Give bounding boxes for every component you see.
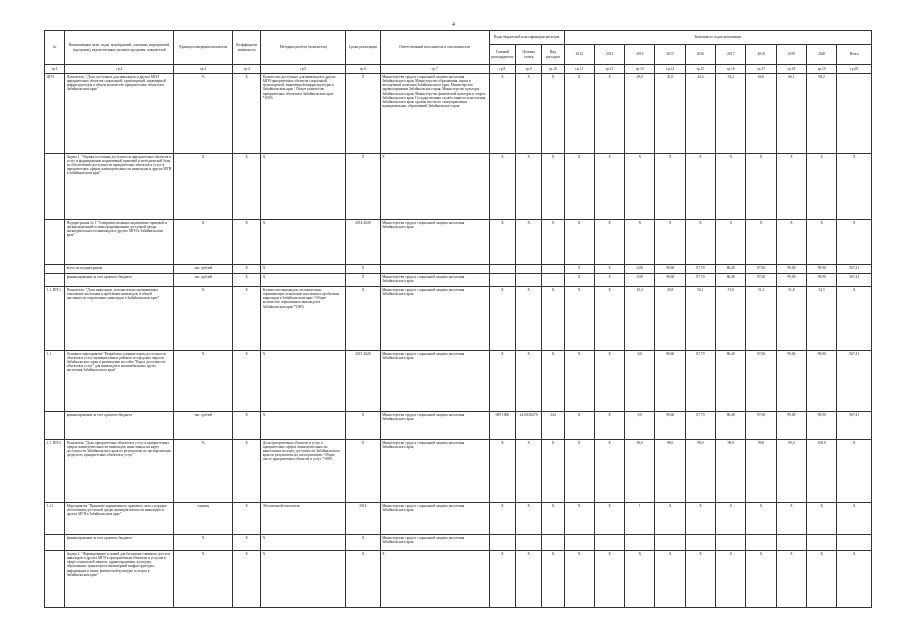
row-total-value: 567,41: [837, 274, 872, 287]
row-year-value: [685, 535, 715, 551]
row-year-value: 44,4: [685, 74, 715, 154]
row-responsible: Министерство труда и социальной защиты населения Забайкальского края: [380, 412, 489, 439]
row-year-value: 50,1: [685, 287, 715, 351]
row-year-value: 97,00: [746, 265, 776, 274]
row-year-value: 98,90: [807, 274, 837, 287]
row-year-value: Х: [594, 503, 624, 535]
row-year-value: Х: [716, 551, 746, 608]
row-year-value: Х: [655, 153, 685, 219]
row-year-value: Х: [594, 274, 624, 287]
row-year-value: Х: [746, 551, 776, 608]
row-year-value: Х: [564, 439, 594, 503]
column-index: гр.14: [655, 65, 685, 74]
program-indicators-table: [44, 30, 872, 608]
row-unit: Х: [174, 219, 233, 265]
column-index: гр.3: [174, 65, 233, 74]
row-period: 2015-2020: [346, 350, 380, 411]
row-year-value: 87,70: [685, 350, 715, 411]
row-year-value: 52,5: [807, 287, 837, 351]
row-coefficient: Х: [233, 74, 261, 154]
row-method: Х: [261, 219, 346, 265]
row-year-value: 41,0: [655, 74, 685, 154]
row-period: Х: [346, 153, 380, 219]
row-unit: %: [174, 439, 233, 503]
row-year-value: 87,70: [685, 412, 715, 439]
column-index: гр.1: [45, 65, 65, 74]
row-year-value: Х: [594, 287, 624, 351]
row-year-value: Х: [594, 350, 624, 411]
table-row: [45, 412, 872, 439]
row-year-value: 0,0: [625, 350, 655, 411]
row-budget-main: [489, 535, 515, 551]
row-year-value: 87,70: [685, 274, 715, 287]
row-name: Показатель: "Доля доступных для инвалидов и других МГН приоритетных объектов социальной, транспортной, инженерной инфраструктуры в общем количестве приоритетных объектов в Забайкальском крае": [65, 74, 174, 154]
row-year-value: Х: [625, 153, 655, 219]
row-year-value: 99,0: [776, 439, 806, 503]
row-name: финансирование за счет краевого бюджета: [65, 535, 174, 551]
row-year-value: 98,90: [807, 350, 837, 411]
row-responsible: Министерство труда и социальной защиты населения Забайкальского края: [380, 535, 489, 551]
row-budget-kind: Х: [542, 551, 564, 608]
row-year-value: 86,40: [716, 350, 746, 411]
row-year-value: Х: [807, 551, 837, 608]
row-budget-target: Х: [516, 153, 542, 219]
row-total-value: [837, 535, 872, 551]
row-budget-main: [489, 265, 515, 274]
row-budget-kind: Х: [542, 287, 564, 351]
row-year-value: Х: [685, 503, 715, 535]
row-budget-target: Х: [516, 551, 542, 608]
row-name: всего по подпрограмме: [65, 265, 174, 274]
row-number: [45, 551, 65, 608]
row-year-value: 51,8: [776, 287, 806, 351]
table-row: [45, 153, 872, 219]
row-number: ЦП-1: [45, 74, 65, 154]
row-year-value: Х: [564, 503, 594, 535]
row-budget-main: Х: [489, 153, 515, 219]
column-index: гр.10: [542, 65, 564, 74]
row-period: Х: [346, 265, 380, 274]
row-coefficient: Х: [233, 287, 261, 351]
row-budget-main: Х: [489, 287, 515, 351]
row-year-value: [594, 535, 624, 551]
row-unit: %: [174, 287, 233, 351]
row-year-value: Х: [776, 153, 806, 219]
row-number: 1.1: [45, 350, 65, 411]
row-number: 1.1. ПП-2: [45, 439, 65, 503]
row-budget-target: Х: [516, 503, 542, 535]
row-responsible: Х: [380, 551, 489, 608]
row-budget-target: 2410100270: [516, 412, 542, 439]
row-year-value: 98,90: [807, 265, 837, 274]
table-row: [45, 439, 872, 503]
row-responsible: Министерство труда и социальной защиты населения Забайкальского края: [380, 350, 489, 411]
page-number: 4: [452, 22, 455, 28]
row-unit: Х: [174, 551, 233, 608]
table-row: [45, 274, 872, 287]
row-year-value: Х: [685, 153, 715, 219]
row-number: [45, 412, 65, 439]
row-year-value: 98,0: [716, 439, 746, 503]
header-year: 2017: [716, 45, 746, 65]
row-year-value: 99,00: [776, 265, 806, 274]
row-year-value: Х: [594, 219, 624, 265]
row-year-value: Х: [625, 219, 655, 265]
row-unit: тыс. рублей: [174, 412, 233, 439]
row-year-value: [564, 535, 594, 551]
row-coefficient: Х: [233, 551, 261, 608]
row-year-value: 98,60: [655, 412, 685, 439]
row-year-value: Х: [807, 219, 837, 265]
row-unit: Х: [174, 350, 233, 411]
row-year-value: Х: [564, 287, 594, 351]
row-name: Показатель: "Доля инвалидов, положительно оценивающих отношение населения к проблемам инвалидов, в общей численности опрошенных инвалидов в Забайкальском крае": [65, 287, 174, 351]
row-year-value: Х: [807, 153, 837, 219]
row-total-value: Х: [837, 287, 872, 351]
row-year-value: Х: [594, 74, 624, 154]
row-year-value: 45,3: [625, 287, 655, 351]
row-year-value: 97,00: [746, 412, 776, 439]
column-index: гр.11: [564, 65, 594, 74]
row-year-value: Х: [746, 219, 776, 265]
row-budget-main: Х: [489, 551, 515, 608]
row-budget-main: Х: [489, 503, 515, 535]
header-responsible: Ответственный исполнитель и соисполнители: [380, 31, 489, 65]
row-year-value: [807, 535, 837, 551]
column-index: гр.13: [625, 65, 655, 74]
row-budget-kind: 244: [542, 412, 564, 439]
header-name: Наименование цели, задач, мероприятий, основных мероприятий, (программ), ведомственных целевых программ, показателей: [65, 31, 174, 65]
row-year-value: 54,2: [716, 74, 746, 154]
row-year-value: Х: [564, 551, 594, 608]
column-index: гр.4: [233, 65, 261, 74]
row-budget-target: Х: [516, 219, 542, 265]
table-row: [45, 503, 872, 535]
row-year-value: Х: [564, 350, 594, 411]
column-index: гр.5: [261, 65, 346, 74]
header-year: 2019: [776, 45, 806, 65]
row-period: Х: [346, 412, 380, 439]
row-unit: тыс. рублей: [174, 274, 233, 287]
row-budget-target: [516, 274, 542, 287]
row-year-value: 64,0: [746, 74, 776, 154]
row-period: Х: [346, 535, 380, 551]
column-index: гр.19: [807, 65, 837, 74]
row-budget-target: [516, 535, 542, 551]
row-budget-kind: Х: [542, 503, 564, 535]
header-year: 2016: [685, 45, 715, 65]
row-year-value: 0,00: [625, 274, 655, 287]
row-budget-main: Х: [489, 439, 515, 503]
row-budget-kind: Х: [542, 439, 564, 503]
row-name: финансирование за счет краевого бюджета: [65, 274, 174, 287]
row-number: 1.1.1: [45, 503, 65, 535]
table-row: [45, 535, 872, 551]
row-method: Доля приоритетных объектов и услуг в приоритетных сферах жизнедеятельности, нанесенных на карту доступности Забайкальского края по результатам их паспортизации / Общее число приоритетных объектов и услуг *100%: [261, 439, 346, 503]
row-year-value: Х: [746, 503, 776, 535]
row-year-value: Х: [625, 551, 655, 608]
row-number: 1.1. ПП-1: [45, 287, 65, 351]
row-year-value: 98,90: [807, 412, 837, 439]
row-year-value: 98,0: [685, 439, 715, 503]
row-budget-main: Х: [489, 74, 515, 154]
row-year-value: 97,00: [746, 274, 776, 287]
row-budget-main: 009 1006: [489, 412, 515, 439]
row-budget-kind: Х: [542, 74, 564, 154]
row-year-value: 100,0: [807, 439, 837, 503]
row-method: Х: [261, 153, 346, 219]
row-unit: %: [174, 74, 233, 154]
header-budget-kind: Вид расходов: [542, 45, 564, 65]
row-coefficient: Х: [233, 274, 261, 287]
row-method: Х: [261, 551, 346, 608]
row-year-value: 0,0: [625, 412, 655, 439]
header-budget-main: Главный распорядитель: [489, 45, 515, 65]
row-period: Х: [346, 274, 380, 287]
header-year: 2014: [625, 45, 655, 65]
row-year-value: [746, 535, 776, 551]
row-total-value: 567,41: [837, 265, 872, 274]
row-year-value: 98,0: [655, 439, 685, 503]
row-coefficient: Х: [233, 265, 261, 274]
row-period: Х: [346, 439, 380, 503]
row-total-value: Х: [837, 219, 872, 265]
row-responsible: Министерство труда и социальной защиты населения Забайкальского края: [380, 439, 489, 503]
row-coefficient: Х: [233, 439, 261, 503]
row-unit: Х: [174, 535, 233, 551]
row-year-value: Х: [564, 153, 594, 219]
row-year-value: 99,00: [776, 412, 806, 439]
column-index: гр.2: [65, 65, 174, 74]
row-budget-main: Х: [489, 219, 515, 265]
row-number: [45, 265, 65, 274]
table-row: [45, 551, 872, 608]
row-responsible: Министерство труда и социальной защиты населения Забайкальского края: [380, 219, 489, 265]
row-budget-target: Х: [516, 74, 542, 154]
row-year-value: 1: [625, 503, 655, 535]
row-year-value: 98,60: [655, 265, 685, 274]
row-year-value: [625, 535, 655, 551]
row-unit: единиц: [174, 503, 233, 535]
row-year-value: Х: [564, 274, 594, 287]
column-index: гр.18: [776, 65, 806, 74]
row-year-value: Х: [564, 265, 594, 274]
row-year-value: 51,0: [716, 287, 746, 351]
row-year-value: Х: [564, 412, 594, 439]
row-name: Задача 2. "Формирование условий для беспрепятственного доступа инвалидов и других МГН к приоритетным объектам и услугам в сфере социальной защиты, здравоохранения, культуры, образования, транспорта и инженерной инфраструктуры, информации и связи, физической культуры и спорта в Забайкальском крае": [65, 551, 174, 608]
row-name: Основное мероприятие "Разработка, издание карты доступности объектов и услуг муниципальных районов и городских округов Забайкальского края и размещение на сайте "Карта доступности объектов и услуг" для инвалидов и маломобильных групп населения Забайкальского края": [65, 350, 174, 411]
row-name: Задача 1. "Оценка состояния доступности приоритетных объектов и услуг и формирование нормативной правовой и методической базы по обеспечению доступности приоритетных объектов и услуг в приоритетных сферах жизнедеятельности инвалидов и других МГН в Забайкальском крае": [65, 153, 174, 219]
row-total-value: 567,41: [837, 412, 872, 439]
header-total: Итого: [837, 45, 872, 65]
row-budget-target: Х: [516, 350, 542, 411]
row-year-value: 86,40: [716, 412, 746, 439]
row-year-value: 99,0: [746, 439, 776, 503]
row-year-value: 66,1: [776, 74, 806, 154]
row-total-value: [837, 74, 872, 154]
row-period: Х: [346, 551, 380, 608]
row-year-value: Х: [746, 153, 776, 219]
row-total-value: 567,41: [837, 350, 872, 411]
row-budget-kind: Х: [542, 219, 564, 265]
column-index: гр.8: [489, 65, 515, 74]
row-year-value: 0,00: [625, 265, 655, 274]
row-year-value: Х: [685, 219, 715, 265]
row-year-value: 87,70: [685, 265, 715, 274]
row-budget-kind: Х: [542, 350, 564, 411]
row-number: [45, 219, 65, 265]
column-index: гр.7: [380, 65, 489, 74]
row-method: Х: [261, 265, 346, 274]
row-year-value: 97,00: [746, 350, 776, 411]
row-year-value: [716, 535, 746, 551]
row-name: Подпрограмма № 1 "Совершенствование нормативно-правовой и организационной основы формирования доступной среды жизнедеятельности инвалидов и других МГН в Забайкальском крае": [65, 219, 174, 265]
row-period: Х: [346, 287, 380, 351]
row-year-value: Х: [564, 219, 594, 265]
header-method: Методика расчета (показателя): [261, 31, 346, 65]
row-name: Мероприятие "Принятие нормативного правового акта о порядке обеспечения доступной среды жизнедеятельности инвалидов и других МГН в Забайкальском крае": [65, 503, 174, 535]
row-number: [45, 153, 65, 219]
row-total-value: Х: [837, 439, 872, 503]
row-year-value: 96,0: [625, 439, 655, 503]
column-index: гр.17: [746, 65, 776, 74]
header-period: Сроки реализации: [346, 31, 380, 65]
row-year-value: Х: [776, 219, 806, 265]
row-budget-target: Х: [516, 439, 542, 503]
row-name: финансирование за счет краевого бюджета: [65, 412, 174, 439]
row-year-value: Х: [807, 503, 837, 535]
row-year-value: Х: [716, 503, 746, 535]
row-budget-kind: [542, 535, 564, 551]
row-budget-kind: [542, 265, 564, 274]
header-unit: Единица измерения показателя: [174, 31, 233, 65]
row-method: Количество инвалидов, положительно оценивающих отношение населения к проблемам инвалидов в Забайкальском крае / Общее количество опрошенных инвалидов в Забайкальском крае *100%: [261, 287, 346, 351]
row-year-value: Х: [685, 551, 715, 608]
row-total-value: Х: [837, 153, 872, 219]
row-budget-target: Х: [516, 287, 542, 351]
row-year-value: 99,00: [776, 350, 806, 411]
row-period: 2014: [346, 503, 380, 535]
row-budget-main: [489, 274, 515, 287]
header-coefficient: Коэффициент значимости: [233, 31, 261, 65]
row-coefficient: Х: [233, 503, 261, 535]
header-budget-target: Целевая статья: [516, 45, 542, 65]
row-name: Показатель "Доля приоритетных объектов и услуг в приоритетных сферах жизнедеятельности инвалидов, нанесенных на карту доступности Забайкальского края по результатам их паспортизации, среди всех приоритетных объектов и услуг": [65, 439, 174, 503]
row-year-value: [655, 535, 685, 551]
row-unit: Х: [174, 153, 233, 219]
column-index: гр.9: [516, 65, 542, 74]
row-budget-target: [516, 265, 542, 274]
row-year-value: Х: [655, 551, 685, 608]
row-total-value: Х: [837, 503, 872, 535]
column-index: гр.20: [837, 65, 872, 74]
row-year-value: 86,40: [716, 265, 746, 274]
row-year-value: Х: [594, 412, 624, 439]
header-no: №: [45, 31, 65, 65]
table-row: [45, 265, 872, 274]
row-responsible: Х: [380, 153, 489, 219]
row-year-value: Х: [776, 503, 806, 535]
column-index: гр.16: [716, 65, 746, 74]
row-coefficient: Х: [233, 412, 261, 439]
row-method: Х: [261, 350, 346, 411]
header-budget-codes: Коды бюджетной классификации расходов: [489, 31, 564, 45]
row-year-value: 28,0: [625, 74, 655, 154]
row-year-value: Х: [594, 439, 624, 503]
row-year-value: 98,60: [655, 350, 685, 411]
row-number: [45, 274, 65, 287]
row-year-value: 49,8: [655, 287, 685, 351]
row-year-value: Х: [776, 551, 806, 608]
row-number: [45, 535, 65, 551]
table-row: [45, 74, 872, 154]
row-year-value: 51,2: [746, 287, 776, 351]
row-responsible: Министерство труда и социальной защиты населения Забайкальского края; Министерство образования, науки и молодежной политики Забайкальского края; Министерство здравоохранения Забайкальского края; Министерство культуры Забайкальского края; Министерство физической культуры и спорта Забайкальского края; Государственная служба занятости населения Забайкальского края; органы местного самоуправления муниципальных образований Забайкальского края: [380, 74, 489, 154]
row-year-value: 68,2: [807, 74, 837, 154]
row-method: Х: [261, 412, 346, 439]
row-year-value: Х: [655, 503, 685, 535]
row-period: 2014-2020: [346, 219, 380, 265]
row-year-value: [776, 535, 806, 551]
table-row: [45, 287, 872, 351]
row-year-value: Х: [564, 74, 594, 154]
header-year: 2013: [594, 45, 624, 65]
header-values: Значения по годам реализации: [564, 31, 871, 45]
row-responsible: Министерство труда и социальной защиты населения Забайкальского края: [380, 274, 489, 287]
column-index: гр.12: [594, 65, 624, 74]
row-coefficient: Х: [233, 535, 261, 551]
row-year-value: 98,60: [655, 274, 685, 287]
row-method: Х: [261, 535, 346, 551]
row-year-value: 99,00: [776, 274, 806, 287]
header-year: 2012: [564, 45, 594, 65]
table-row: [45, 350, 872, 411]
row-budget-kind: Х: [542, 153, 564, 219]
row-year-value: Х: [594, 551, 624, 608]
row-method: Х: [261, 274, 346, 287]
row-year-value: Х: [594, 265, 624, 274]
row-year-value: Х: [594, 153, 624, 219]
row-coefficient: Х: [233, 350, 261, 411]
header-year: 2020: [807, 45, 837, 65]
row-year-value: Х: [716, 153, 746, 219]
row-responsible: Министерство труда и социальной защиты населения Забайкальского края: [380, 287, 489, 351]
row-year-value: 86,40: [716, 274, 746, 287]
row-year-value: Х: [716, 219, 746, 265]
row-budget-kind: [542, 274, 564, 287]
row-unit: тыс. рублей: [174, 265, 233, 274]
row-responsible: [380, 265, 489, 274]
row-coefficient: Х: [233, 153, 261, 219]
row-budget-main: Х: [489, 350, 515, 411]
row-year-value: Х: [655, 219, 685, 265]
column-index: гр.6: [346, 65, 380, 74]
row-method: Абсолютный показатель: [261, 503, 346, 535]
column-index: гр.15: [685, 65, 715, 74]
column-index-row: [45, 65, 872, 74]
row-coefficient: Х: [233, 219, 261, 265]
table-row: [45, 219, 872, 265]
header-year: 2015: [655, 45, 685, 65]
row-method: Количество доступных для инвалидов и других МГН приоритетных объектов социальной, транспортной, инженерной инфраструктуры в Забайкальском крае / Общее количество приоритетных объектов в Забайкальском крае *100%: [261, 74, 346, 154]
row-responsible: Министерство труда и социальной защиты населения Забайкальского края: [380, 503, 489, 535]
header-year: 2018: [746, 45, 776, 65]
row-period: Х: [346, 74, 380, 154]
row-total-value: Х: [837, 551, 872, 608]
